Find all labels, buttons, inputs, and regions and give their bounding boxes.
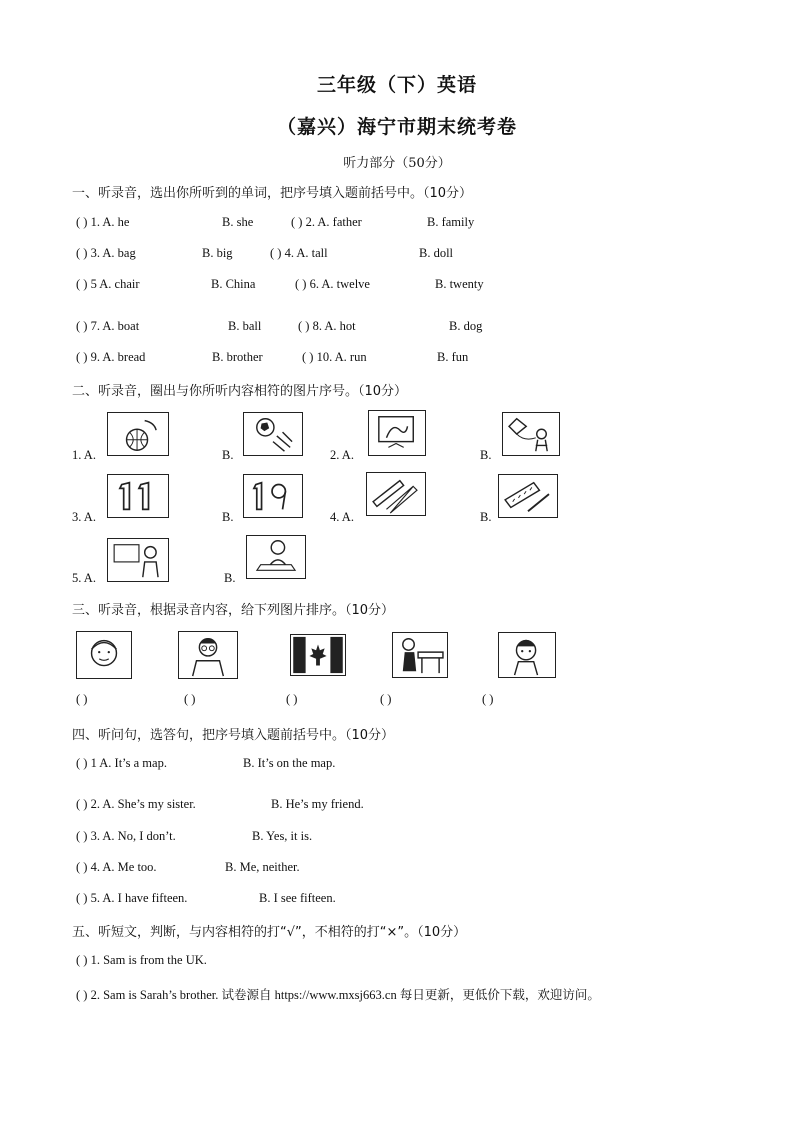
number-19-picture [243,474,303,518]
s5-q2: ( ) 2. Sam is Sarah’s brother. 试卷源自 https://www.mxsj663.cn 每日更新，更低价下载，欢迎访问。 [76,988,600,1002]
s3-bracket-1[interactable]: ( ) [76,692,88,706]
s2-label-3b: B. [222,510,234,524]
s1-q4: ( ) 4. A. tall [270,246,328,260]
s1-q10-b: B. fun [437,350,469,364]
s1-q6: ( ) 6. A. twelve [295,277,370,291]
s1-q3: ( ) 3. A. bag [76,246,136,260]
page-title: 三年级（下）英语 [316,74,477,96]
s1-q10: ( ) 10. A. run [302,350,367,364]
part-label: 听力部分（50分） [343,156,451,171]
man-glasses-picture [178,631,238,679]
kite-picture [502,412,560,456]
s1-q5: ( ) 5 A. chair [76,277,140,291]
section5-heading: 五、听短文，判断，与内容相符的打“√”，不相符的打“×”。（10分） [72,925,467,940]
s2-label-3a: 3. A. [72,510,96,524]
teacher-picture [107,538,169,582]
s1-q5-b: B. China [211,277,256,291]
s1-q9-b: B. brother [212,350,263,364]
s3-bracket-4[interactable]: ( ) [380,692,392,706]
girl-picture [498,632,556,678]
s1-q4-b: B. doll [419,246,454,260]
s5-q1: ( ) 1. Sam is from the UK. [76,953,207,967]
s2-label-4a: 4. A. [330,510,354,524]
s1-q1-b: B. she [222,215,254,229]
section1-heading: 一、听录音，选出你所听到的单词，把序号填入题前括号中。（10分） [72,186,473,201]
s4-q2-b: B. He’s my friend. [271,797,364,811]
s4-q5: ( ) 5. A. I have fifteen. [76,891,188,905]
boy-desk-picture [392,632,448,678]
s1-q3-b: B. big [202,246,233,260]
s1-q7-b: B. ball [228,319,262,333]
s1-q9: ( ) 9. A. bread [76,350,146,364]
s3-bracket-5[interactable]: ( ) [482,692,494,706]
s4-q2: ( ) 2. A. She’s my sister. [76,797,196,811]
canada-flag-picture [290,634,346,676]
section4-heading: 四、听问句，选答句，把序号填入题前括号中。（10分） [72,728,395,743]
s3-bracket-2[interactable]: ( ) [184,692,196,706]
s2-label-2a: 2. A. [330,448,354,462]
s3-bracket-3[interactable]: ( ) [286,692,298,706]
s1-q2: ( ) 2. A. father [291,215,362,229]
s2-label-1b: B. [222,448,234,462]
s2-label-5a: 5. A. [72,571,96,585]
grandma-picture [76,631,132,679]
section2-heading: 二、听录音，圈出与你所听内容相符的图片序号。（10分） [72,384,408,399]
s4-q1: ( ) 1 A. It’s a map. [76,756,167,770]
s4-q1-b: B. It’s on the map. [243,756,336,770]
student-writing-picture [246,535,306,579]
number-11-picture [107,474,169,518]
s2-label-2b: B. [480,448,492,462]
painting-picture [368,410,426,456]
s4-q4-b: B. Me, neither. [225,860,300,874]
s1-q1: ( ) 1. A. he [76,215,130,229]
s1-q7: ( ) 7. A. boat [76,319,140,333]
s1-q8: ( ) 8. A. hot [298,319,356,333]
page-subtitle: （嘉兴）海宁市期末统考卷 [276,116,517,138]
ruler-pencil-picture-b [498,474,558,518]
basketball-picture [107,412,169,456]
s2-label-1a: 1. A. [72,448,96,462]
s4-q5-b: B. I see fifteen. [259,891,336,905]
s4-q3-b: B. Yes, it is. [252,829,313,843]
s2-label-5b: B. [224,571,236,585]
section3-heading: 三、听录音，根据录音内容，给下列图片排序。（10分） [72,603,395,618]
s2-label-4b: B. [480,510,492,524]
s4-q3: ( ) 3. A. No, I don’t. [76,829,176,843]
s1-q2-b: B. family [427,215,475,229]
pencil-ruler-picture-a [366,472,426,516]
s1-q8-b: B. dog [449,319,483,333]
football-picture [243,412,303,456]
s1-q6-b: B. twenty [435,277,484,291]
s4-q4: ( ) 4. A. Me too. [76,860,157,874]
